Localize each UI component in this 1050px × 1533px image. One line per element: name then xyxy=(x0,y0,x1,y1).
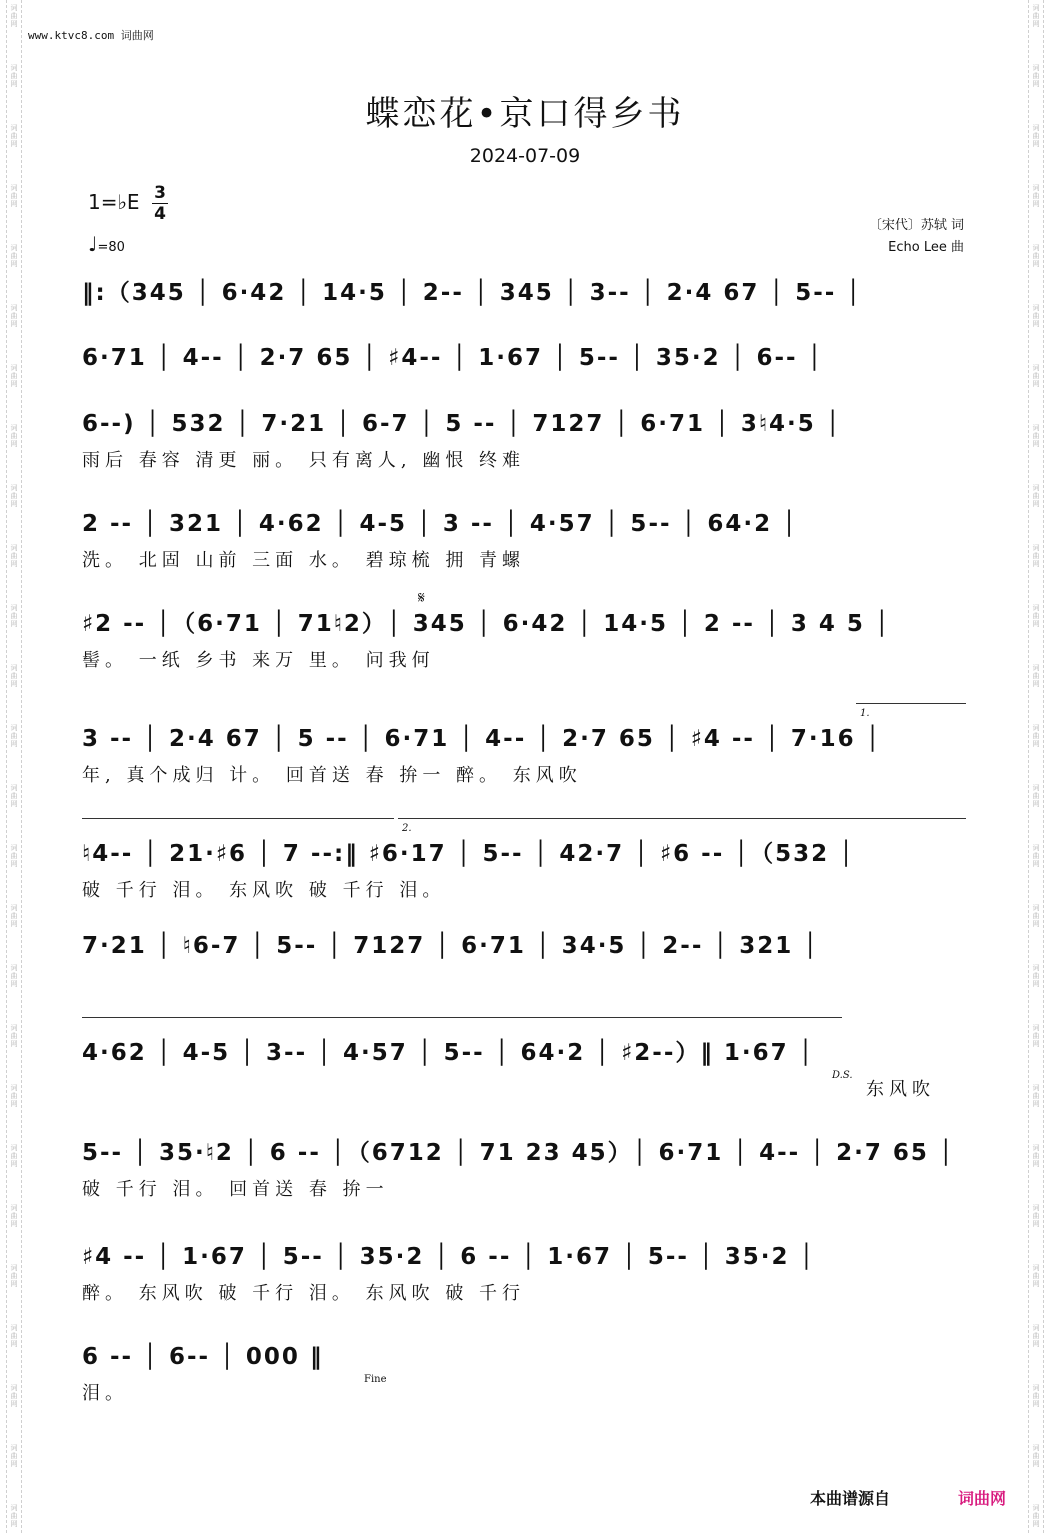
volta-1-continuation xyxy=(82,818,394,819)
side-watermark: 词 曲 网 xyxy=(10,544,18,568)
notation-row-6: 3 -- │ 2·4 67 │ 5 -- │ 6·71 │ 4-- │ 2·7 65 │ ♯4 -- │ 7·16 │ xyxy=(82,726,882,752)
left-margin-strip xyxy=(6,0,22,1533)
lyrics-row-7: 破 千行 泪。 东风吹 破 千行 泪。 xyxy=(82,880,446,901)
time-top: 3 xyxy=(154,183,166,203)
notation-row-2: 6·71 │ 4-- │ 2·7 65 │ ♯4-- │ 1·67 │ 5-- │ 35·2 │ 6-- │ xyxy=(82,345,824,371)
notation-row-4: 2 -- │ 321 │ 4·62 │ 4-5 │ 3 -- │ 4·57 │ 5-- │ 64·2 │ xyxy=(82,511,798,537)
side-watermark: 词 曲 网 xyxy=(1032,244,1040,268)
tempo-value: =80 xyxy=(97,240,125,255)
volta-2-bracket xyxy=(398,818,966,819)
notation-row-7: ♮4-- │ 21·♯6 │ 7 --:‖ ♯6·17 │ 5-- │ 42·7 │ ♯6 -- │（532 │ xyxy=(82,841,855,867)
lyrics-row-1 xyxy=(82,313,970,335)
side-watermark: 词 曲 网 xyxy=(10,1324,18,1348)
side-watermark: 词 曲 网 xyxy=(1032,604,1040,628)
side-watermark: 词 曲 网 xyxy=(10,1264,18,1288)
side-watermark: 词 曲 网 xyxy=(10,364,18,388)
side-watermark: 词 曲 网 xyxy=(1032,304,1040,328)
side-watermark: 词 曲 网 xyxy=(1032,664,1040,688)
side-watermark: 词 曲 网 xyxy=(1032,724,1040,748)
side-watermark: 词 曲 网 xyxy=(1032,1444,1040,1468)
side-watermark: 词 曲 网 xyxy=(10,244,18,268)
side-watermark: 词 曲 网 xyxy=(1032,1144,1040,1168)
side-watermark: 词 曲 网 xyxy=(1032,844,1040,868)
side-watermark: 词 曲 网 xyxy=(10,844,18,868)
lyrics-row-11: 醉。 东风吹 破 千行 泪。 东风吹 破 千行 xyxy=(82,1283,526,1304)
date: 2024-07-09 xyxy=(469,145,581,167)
page-title: 蝶恋花•京口得乡书 xyxy=(365,94,685,134)
side-watermark: 词 曲 网 xyxy=(10,1444,18,1468)
lyrics-row-2 xyxy=(82,378,970,400)
notation-row-5: ♯2 -- │（6·71 │ 71♮2）│ 345 │ 6·42 │ 14·5 │ 2 -- │ 3 4 5 │ xyxy=(82,611,891,637)
lyrics-row-4: 洗。 北固 山前 三面 水。 碧琼梳 拥 青螺 xyxy=(82,550,526,571)
notation-row-1: ‖:（345 │ 6·42 │ 14·5 │ 2-- │ 345 │ 3-- │ 2·4 67 │ 5-- │ xyxy=(82,280,863,306)
time-bottom: 4 xyxy=(152,203,168,224)
lyrics-row-10: 破 千行 泪。 回首送 春 拚一 xyxy=(82,1179,389,1200)
side-watermark: 词 曲 网 xyxy=(10,184,18,208)
notation-row-10: 5-- │ 35·♮2 │ 6 -- │（6712 │ 71 23 45）│ 6·71 │ 4-- │ 2·7 65 │ xyxy=(82,1140,955,1166)
side-watermark: 词 曲 网 xyxy=(10,964,18,988)
side-watermark: 词 曲 网 xyxy=(1032,1264,1040,1288)
side-watermark: 词 曲 网 xyxy=(1032,424,1040,448)
site-url: www.ktvc8.com 词曲网 xyxy=(28,29,154,42)
lyrics-row-6: 年, 真个成归 计。 回首送 春 拚一 醉。 东风吹 xyxy=(82,765,582,786)
lyricist-credit: 〔宋代〕苏轼 词 xyxy=(868,218,964,233)
volta-2-continuation xyxy=(82,1017,842,1018)
side-watermark: 词 曲 网 xyxy=(10,604,18,628)
notation-row-12: 6 -- │ 6-- │ 000 ‖ xyxy=(82,1344,324,1370)
side-watermark: 词 曲 网 xyxy=(1032,784,1040,808)
notation-row-9: 4·62 │ 4-5 │ 3-- │ 4·57 │ 5-- │ 64·2 │ ♯2--）‖ 1·67 │ xyxy=(82,1040,815,1066)
volta-2-label: 2. xyxy=(402,823,412,834)
side-watermark: 词 曲 网 xyxy=(1032,364,1040,388)
side-watermark: 词 曲 网 xyxy=(1032,64,1040,88)
segno-icon: 𝄋 xyxy=(418,588,425,607)
side-watermark: 词 曲 网 xyxy=(1032,544,1040,568)
tempo xyxy=(88,232,125,256)
side-watermark: 词 曲 网 xyxy=(1032,184,1040,208)
side-watermark: 词 曲 网 xyxy=(1032,4,1040,28)
side-watermark: 词 曲 网 xyxy=(10,484,18,508)
right-margin-strip xyxy=(1028,0,1044,1533)
side-watermark: 词 曲 网 xyxy=(10,1384,18,1408)
side-watermark: 词 曲 网 xyxy=(10,64,18,88)
quarter-note-icon: ♩ xyxy=(88,232,98,256)
side-watermark: 词 曲 网 xyxy=(10,1084,18,1108)
side-watermark: 词 曲 网 xyxy=(10,124,18,148)
side-watermark: 词 曲 网 xyxy=(10,4,18,28)
notation-row-3: 6--) │ 532 │ 7·21 │ 6-7 │ 5 -- │ 7127 │ 6·71 │ 3♮4·5 │ xyxy=(82,411,842,437)
side-watermark: 词 曲 网 xyxy=(10,1024,18,1048)
footer-brand-link[interactable]: 词曲网 xyxy=(958,1489,1007,1508)
lyrics-row-9: 东风吹 xyxy=(866,1079,935,1100)
side-watermark: 词 曲 网 xyxy=(1032,904,1040,928)
key-signature: 1=♭E xyxy=(88,190,140,214)
side-watermark: 词 曲 网 xyxy=(10,1504,18,1528)
notation-row-8: 7·21 │ ♮6-7 │ 5-- │ 7127 │ 6·71 │ 34·5 │ 2-- │ 321 │ xyxy=(82,933,820,959)
notation-row-11: ♯4 -- │ 1·67 │ 5-- │ 35·2 │ 6 -- │ 1·67 │ 5-- │ 35·2 │ xyxy=(82,1244,816,1270)
volta-1-bracket xyxy=(856,703,966,704)
side-watermark: 词 曲 网 xyxy=(10,1144,18,1168)
side-watermark: 词 曲 网 xyxy=(10,784,18,808)
side-watermark: 词 曲 网 xyxy=(1032,1504,1040,1528)
side-watermark: 词 曲 网 xyxy=(1032,964,1040,988)
ds-marker: D.S. xyxy=(832,1070,853,1081)
side-watermark: 词 曲 网 xyxy=(1032,1384,1040,1408)
side-watermark: 词 曲 网 xyxy=(1032,1024,1040,1048)
side-watermark: 词 曲 网 xyxy=(10,424,18,448)
footer-source: 本曲谱源自 xyxy=(810,1489,891,1508)
fine-marker: Fine xyxy=(364,1374,387,1385)
side-watermark: 词 曲 网 xyxy=(1032,124,1040,148)
lyrics-row-5: 髻。 一纸 乡书 来万 里。 问我何 xyxy=(82,650,435,671)
lyrics-row-12: 泪。 xyxy=(82,1383,128,1404)
side-watermark: 词 曲 网 xyxy=(1032,484,1040,508)
side-watermark: 词 曲 网 xyxy=(10,724,18,748)
volta-1-label: 1. xyxy=(860,708,870,719)
side-watermark: 词 曲 网 xyxy=(10,904,18,928)
time-signature xyxy=(152,183,168,224)
side-watermark: 词 曲 网 xyxy=(10,664,18,688)
composer-credit: Echo Lee 曲 xyxy=(888,240,964,255)
side-watermark: 词 曲 网 xyxy=(10,304,18,328)
side-watermark: 词 曲 网 xyxy=(1032,1084,1040,1108)
lyrics-row-3: 雨后 春容 清更 丽。 只有离人, 幽恨 终难 xyxy=(82,450,526,471)
side-watermark: 词 曲 网 xyxy=(10,1204,18,1228)
side-watermark: 词 曲 网 xyxy=(1032,1324,1040,1348)
side-watermark: 词 曲 网 xyxy=(1032,1204,1040,1228)
